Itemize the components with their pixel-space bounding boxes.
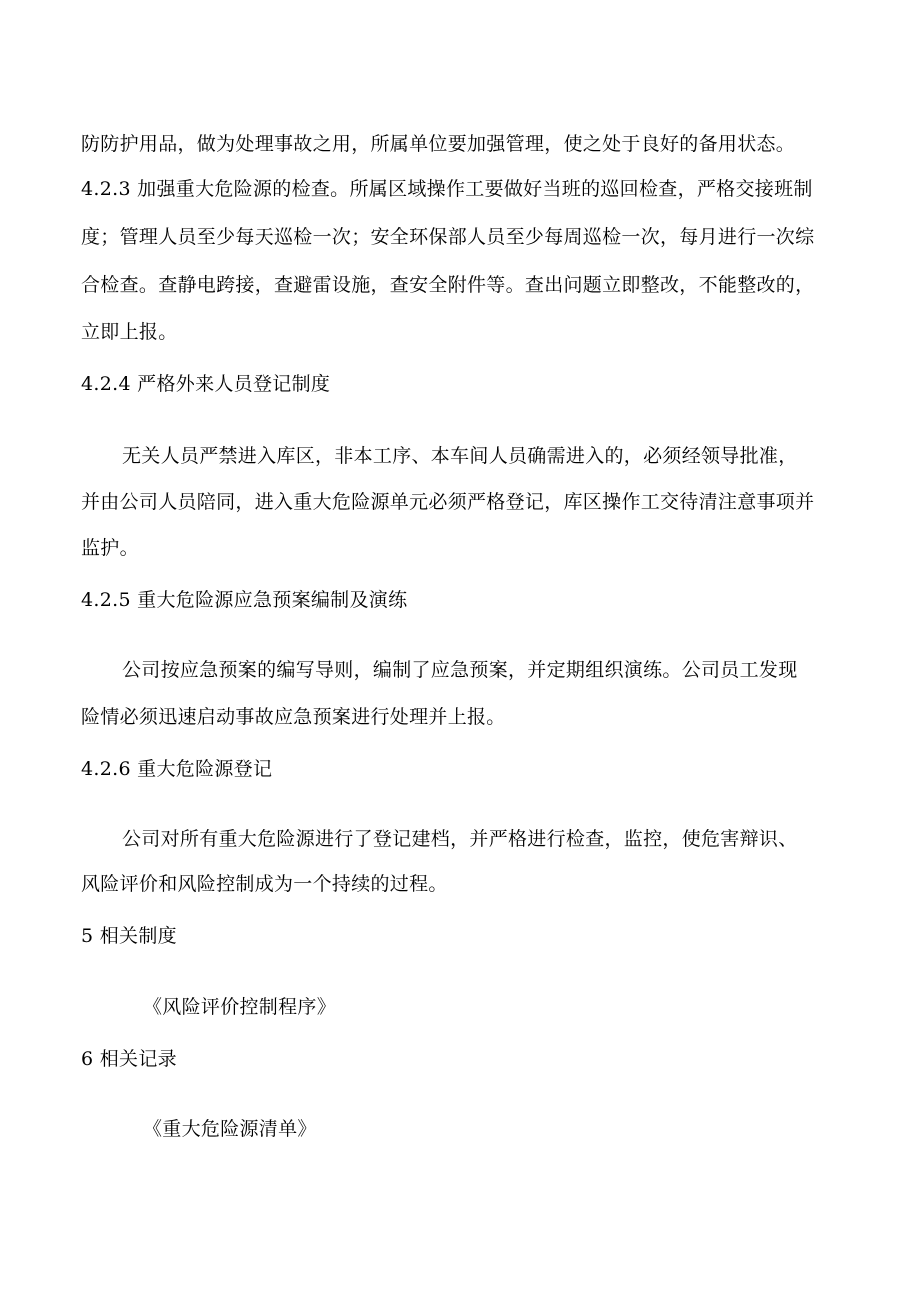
paragraph-line: 风险评价和风险控制成为一个持续的过程。: [81, 873, 448, 895]
paragraph-line: 险情必须迅速启动事故应急预案进行处理并上报。: [81, 706, 506, 728]
section-heading-6: 6 相关记录: [81, 1048, 177, 1070]
paragraph-line: 合检查。查静电跨接，查避雷设施，查安全附件等。查出问题立即整改，不能整改的，: [81, 274, 815, 296]
paragraph-line: 立即上报。: [81, 321, 178, 343]
paragraph-line: 公司对所有重大危险源进行了登记建档，并严格进行检查，监控，使危害辩识、: [122, 828, 798, 850]
paragraph-line: 防防护用品，做为处理事故之用，所属单位要加强管理，使之处于良好的备用状态。: [81, 133, 796, 155]
section-heading-4-2-6: 4.2.6 重大危险源登记: [81, 758, 273, 780]
paragraph-line: 公司按应急预案的编写导则，编制了应急预案，并定期组织演练。公司员工发现: [122, 659, 798, 681]
paragraph-line: 度；管理人员至少每天巡检一次；安全环保部人员至少每周巡检一次，每月进行一次综: [81, 226, 815, 248]
related-procedure-reference: 《风险评价控制程序》: [143, 996, 337, 1018]
related-record-reference: 《重大危险源清单》: [143, 1118, 317, 1140]
section-heading-5: 5 相关制度: [81, 925, 177, 947]
section-heading-4-2-5: 4.2.5 重大危险源应急预案编制及演练: [81, 589, 408, 611]
paragraph-line: 并由公司人员陪同，进入重大危险源单元必须严格登记，库区操作工交待清注意事项并: [81, 491, 815, 513]
paragraph-line: 监护。: [81, 537, 139, 559]
section-heading-4-2-4: 4.2.4 严格外来人员登记制度: [81, 373, 331, 395]
section-4-2-3-line: 4.2.3 加强重大危险源的检查。所属区域操作工要做好当班的巡回检查，严格交接班制: [81, 178, 813, 200]
paragraph-line: 无关人员严禁进入库区，非本工序、本车间人员确需进入的，必须经领导批准，: [122, 445, 798, 467]
